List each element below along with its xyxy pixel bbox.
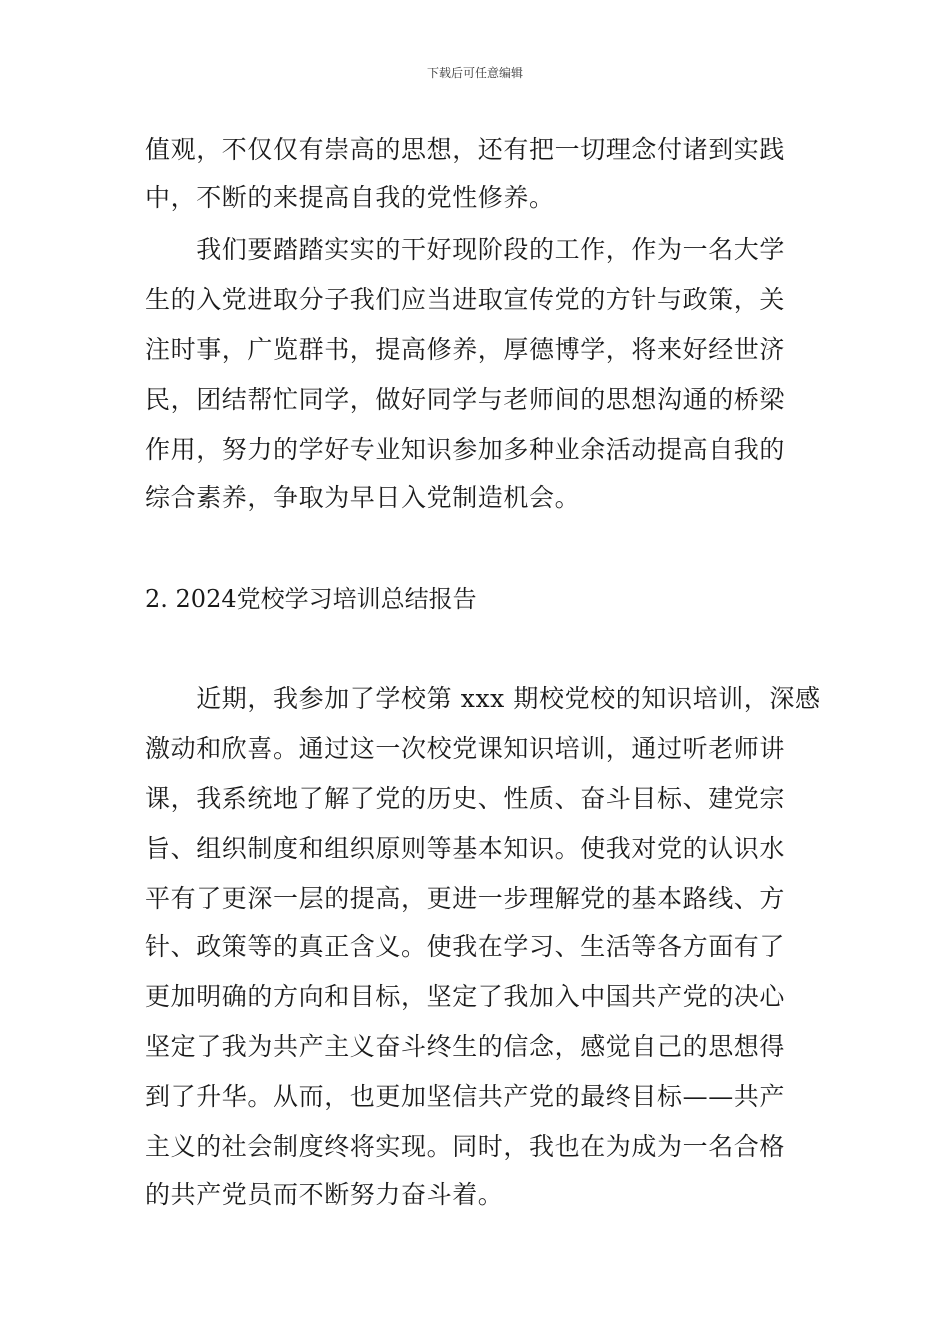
paragraph-line: 值观，不仅仅有崇高的思想，还有把一切理念付诸到实践 [145,135,786,164]
paragraph-line: 作用，努力的学好专业知识参加多种业余活动提高自我的 [145,435,786,464]
paragraph-line: 激动和欣喜。通过这一次校党课知识培训，通过听老师讲 [145,734,786,763]
paragraph-line: 综合素养，争取为早日入党制造机会。 [145,483,581,512]
paragraph-line: 更加明确的方向和目标，坚定了我加入中国共产党的决心 [145,982,786,1011]
paragraph-line: 中，不断的来提高自我的党性修养。 [145,183,555,212]
paragraph-line: 民，团结帮忙同学，做好同学与老师间的思想沟通的桥梁 [145,385,786,414]
section-heading: 2. 2024党校学习培训总结报告 [145,585,477,613]
paragraph-line: 主义的社会制度终将实现。同时，我也在为成为一名合格 [145,1132,786,1161]
paragraph-line: 平有了更深一层的提高，更进一步理解党的基本路线、方 [145,884,786,913]
paragraph-line: 注时事，广览群书，提高修养，厚德博学，将来好经世济 [145,335,786,364]
paragraph-line: 我们要踏踏实实的干好现阶段的工作，作为一名大学 [145,235,786,264]
paragraph-line: 坚定了我为共产主义奋斗终生的信念，感觉自己的思想得 [145,1032,786,1061]
paragraph-line: 针、政策等的真正含义。使我在学习、生活等各方面有了 [145,932,786,961]
paragraph-line: 的共产党员而不断努力奋斗着。 [145,1180,504,1209]
paragraph-line: 到了升华。从而，也更加坚信共产党的最终目标——共产 [145,1082,786,1111]
paragraph-line: 近期，我参加了学校第 xxx 期校党校的知识培训，深感 [145,684,821,713]
paragraph-line: 生的入党进取分子我们应当进取宣传党的方针与政策，关 [145,285,786,314]
page-header-note: 下载后可任意编辑 [426,66,523,80]
paragraph-line: 旨、组织制度和组织原则等基本知识。使我对党的认识水 [145,834,786,863]
paragraph-line: 课，我系统地了解了党的历史、性质、奋斗目标、建党宗 [145,784,786,813]
